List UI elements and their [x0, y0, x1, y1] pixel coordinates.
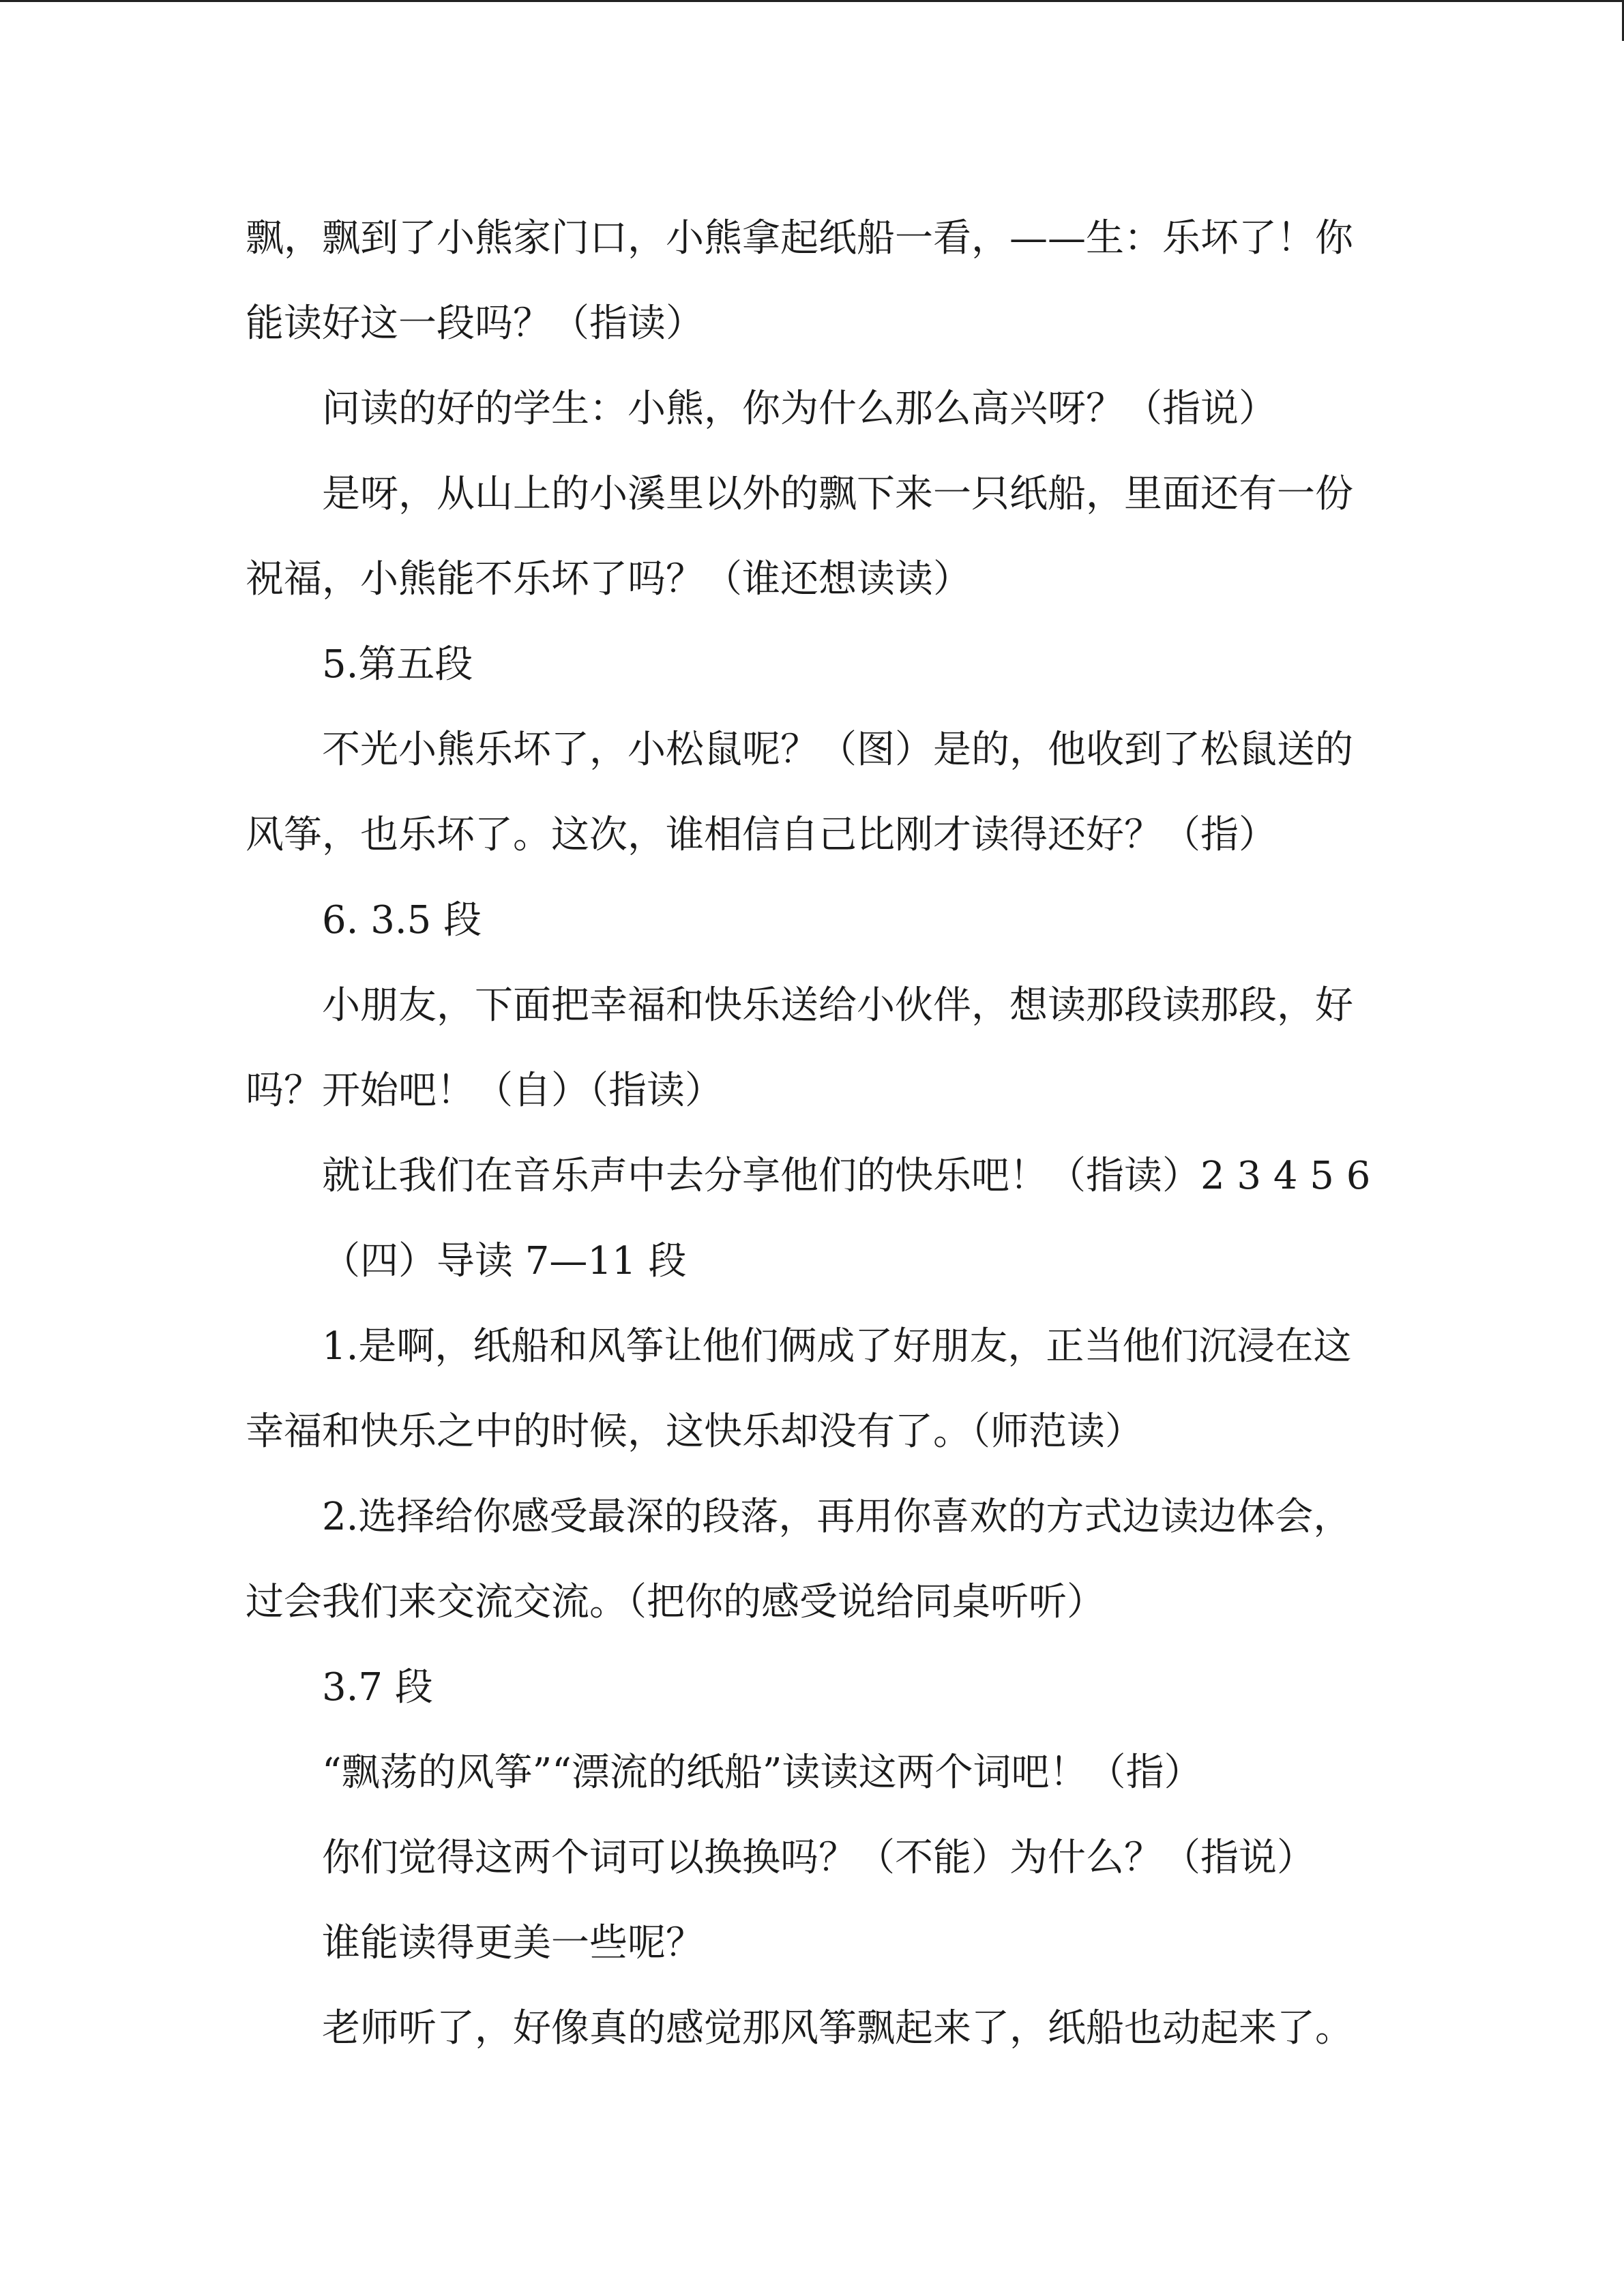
section-heading: （四）导读 7—11 段 — [322, 1239, 687, 1283]
text-line: 吗？开始吧！（自）（指读） — [246, 1069, 723, 1113]
text-line: 谁能读得更美一些呢？ — [322, 1921, 704, 1965]
text-line: 是呀，从山上的小溪里以外的飘下来一只纸船，里面还有一份 — [322, 472, 1353, 516]
text-line: 老师听了，好像真的感觉那风筝飘起来了，纸船也动起来了。 — [322, 2006, 1353, 2051]
section-heading: 6. 3.5 段 — [322, 898, 482, 942]
text-line: 就让我们在音乐声中去分享他们的快乐吧！（指读）2 3 4 5 6 — [322, 1154, 1371, 1198]
text-line: 祝福，小熊能不乐坏了吗？（谁还想读读） — [246, 557, 971, 601]
text-line: 小朋友，下面把幸福和快乐送给小伙伴，想读那段读那段，好 — [322, 983, 1353, 1028]
document-body — [246, 196, 1378, 2071]
text-line: 问读的好的学生：小熊，你为什么那么高兴呀？（指说） — [322, 387, 1277, 431]
text-line: 2.选择给你感受最深的段落，再用你喜欢的方式边读边体会， — [322, 1495, 1352, 1539]
section-heading: 5.第五段 — [322, 642, 473, 687]
text-line: 1.是啊，纸船和风筝让他们俩成了好朋友，正当他们沉浸在这 — [322, 1324, 1352, 1369]
text-line: 不光小熊乐坏了，小松鼠呢？（图）是的，他收到了松鼠送的 — [322, 728, 1353, 772]
text-line: 过会我们来交流交流。（把你的感受说给同桌听听） — [246, 1580, 1105, 1624]
text-line: 幸福和快乐之中的时候，这快乐却没有了。（师范读） — [246, 1410, 1143, 1454]
page-top-border — [0, 0, 1624, 2]
text-line: 能读好这一段吗？（指读） — [246, 301, 704, 346]
text-line: 你们觉得这两个词可以换换吗？（不能）为什么？（指说） — [322, 1836, 1315, 1880]
section-heading: 3.7 段 — [322, 1665, 433, 1710]
text-line: 风筝，也乐坏了。这次，谁相信自己比刚才读得还好？（指） — [246, 813, 1277, 857]
text-line: “飘荡的风筝”“漂流的纸船”读读这两个词吧！（指） — [322, 1750, 1202, 1795]
text-line: 飘，飘到了小熊家门口，小熊拿起纸船一看，——生：乐坏了！你 — [246, 216, 1353, 260]
